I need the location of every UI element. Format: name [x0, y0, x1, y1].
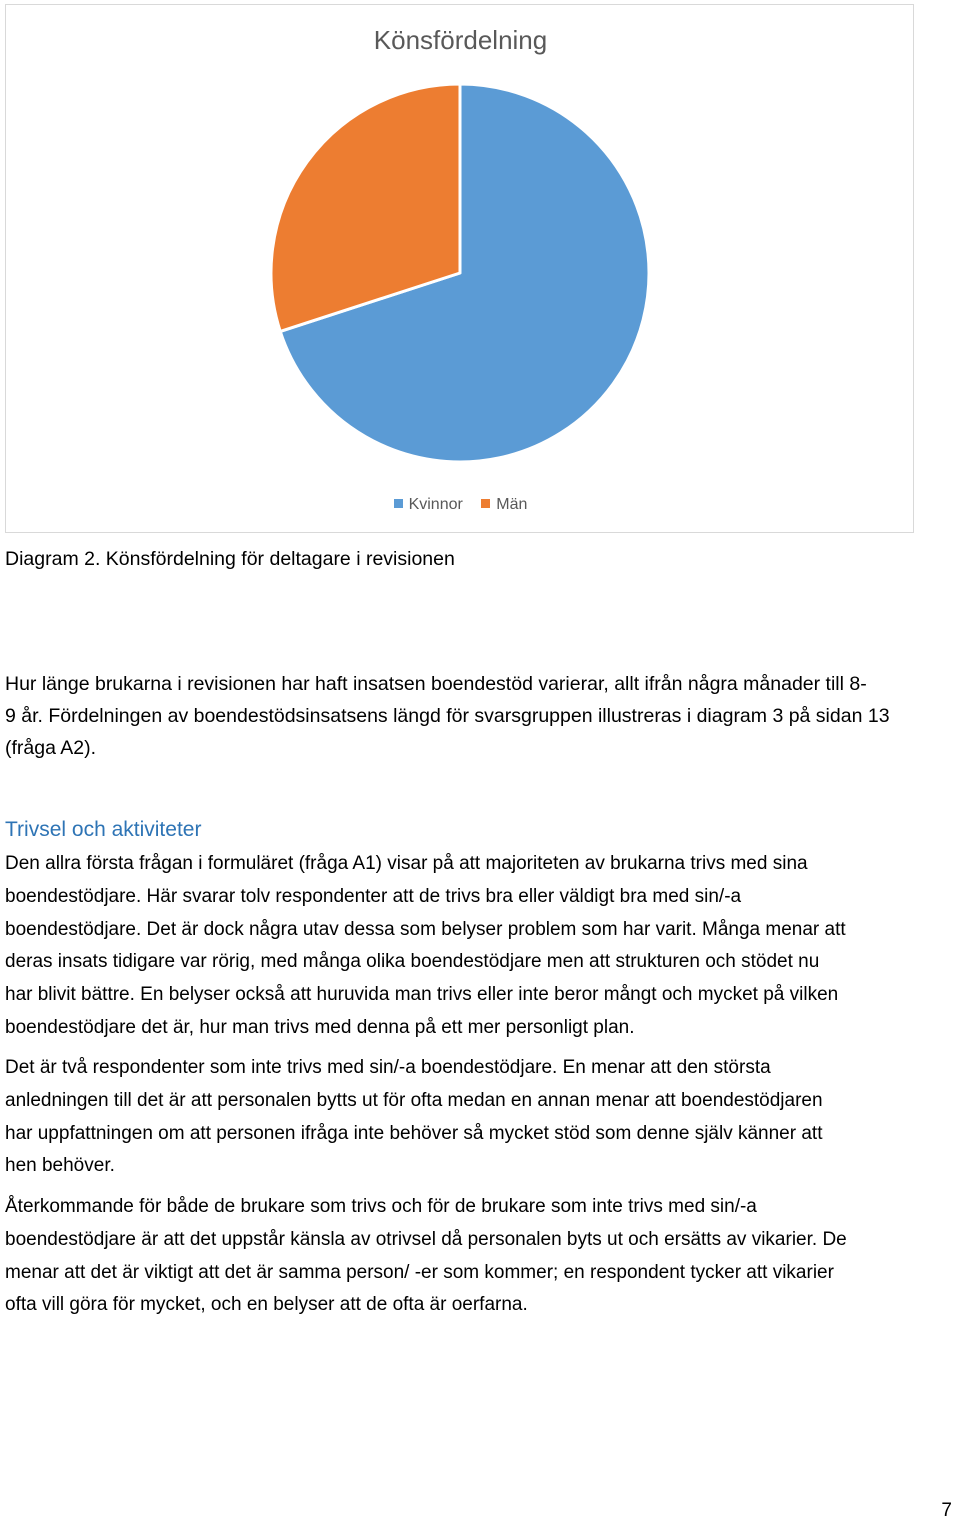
- paragraph-line: anledningen till det är att personalen bytts ut för ofta medan en annan menar att boendestödjaren: [5, 1089, 823, 1111]
- paragraph-line: Återkommande för både de brukare som trivs och för de brukare som inte trivs med sin/-a: [5, 1196, 757, 1217]
- paragraph-line: boendestödjare. Det är dock några utav dessa som belyser problem som har varit. Många menar att: [5, 918, 846, 940]
- intro-line: (fråga A2).: [5, 737, 97, 759]
- page-number: 7: [941, 1500, 952, 1521]
- paragraph-3: [5, 1191, 847, 1322]
- paragraph-line: menar att det är viktigt att det är samma person/ -er som kommer; en respondent tycker att vikarier: [5, 1261, 834, 1283]
- paragraph-line: har blivit bättre. En belyser också att huruvida man trivs eller inte beror mångt och mycket på vilken: [5, 984, 839, 1006]
- chart-legend: [6, 496, 915, 514]
- paragraph-1: [5, 848, 846, 1045]
- paragraph-line: Den allra första frågan i formuläret (fråga A1) visar på att majoriteten av brukarna trivs med sina: [5, 853, 808, 874]
- paragraph-line: hen behöver.: [5, 1155, 115, 1177]
- chart-title: Könsfördelning: [373, 25, 548, 55]
- intro-line: Hur länge brukarna i revisionen har haft insatsen boendestöd varierar, allt ifrån några månader till 8-: [5, 673, 867, 695]
- legend-label-kvinnor: Kvinnor: [408, 496, 463, 513]
- legend-swatch-man: [481, 499, 490, 508]
- legend-item-man: [481, 496, 527, 514]
- paragraph-line: ofta vill göra för mycket, och en belyser att de ofta är oerfarna.: [5, 1294, 528, 1316]
- pie-chart: [5, 4, 914, 533]
- paragraph-line: har uppfattningen om att personen ifråga inte behöver så mycket stöd som denne själv känner att: [5, 1122, 823, 1144]
- legend-label-man: Män: [496, 496, 528, 513]
- paragraph-2: [5, 1052, 823, 1183]
- paragraph-line: boendestödjare är att det uppstår känsla av otrivsel då personalen byts ut och ersätts av vikarier. De: [5, 1228, 847, 1250]
- pie-chart-plot: [6, 5, 915, 534]
- intro-paragraph: [5, 668, 890, 764]
- chart-caption: Diagram 2. Könsfördelning för deltagare i revisionen: [5, 548, 455, 570]
- legend-swatch-kvinnor: [394, 499, 403, 508]
- legend-item-kvinnor: [394, 496, 463, 514]
- paragraph-line: boendestödjare. Här svarar tolv respondenter att de trivs bra eller väldigt bra med sin/-a: [5, 885, 742, 907]
- paragraph-line: boendestödjare det är, hur man trivs med denna på ett mer personligt plan.: [5, 1016, 635, 1038]
- paragraph-line: Det är två respondenter som inte trivs med sin/-a boendestödjare. En menar att den största: [5, 1057, 771, 1078]
- intro-line: 9 år. Fördelningen av boendestödsinsatsens längd för svarsgruppen illustreras i diagram 3 på sidan 13: [5, 705, 890, 727]
- paragraph-line: deras insats tidigare var rörig, med många olika boendestödjare men att strukturen och stödet nu: [5, 951, 820, 973]
- section-heading: Trivsel och aktiviteter: [5, 818, 202, 841]
